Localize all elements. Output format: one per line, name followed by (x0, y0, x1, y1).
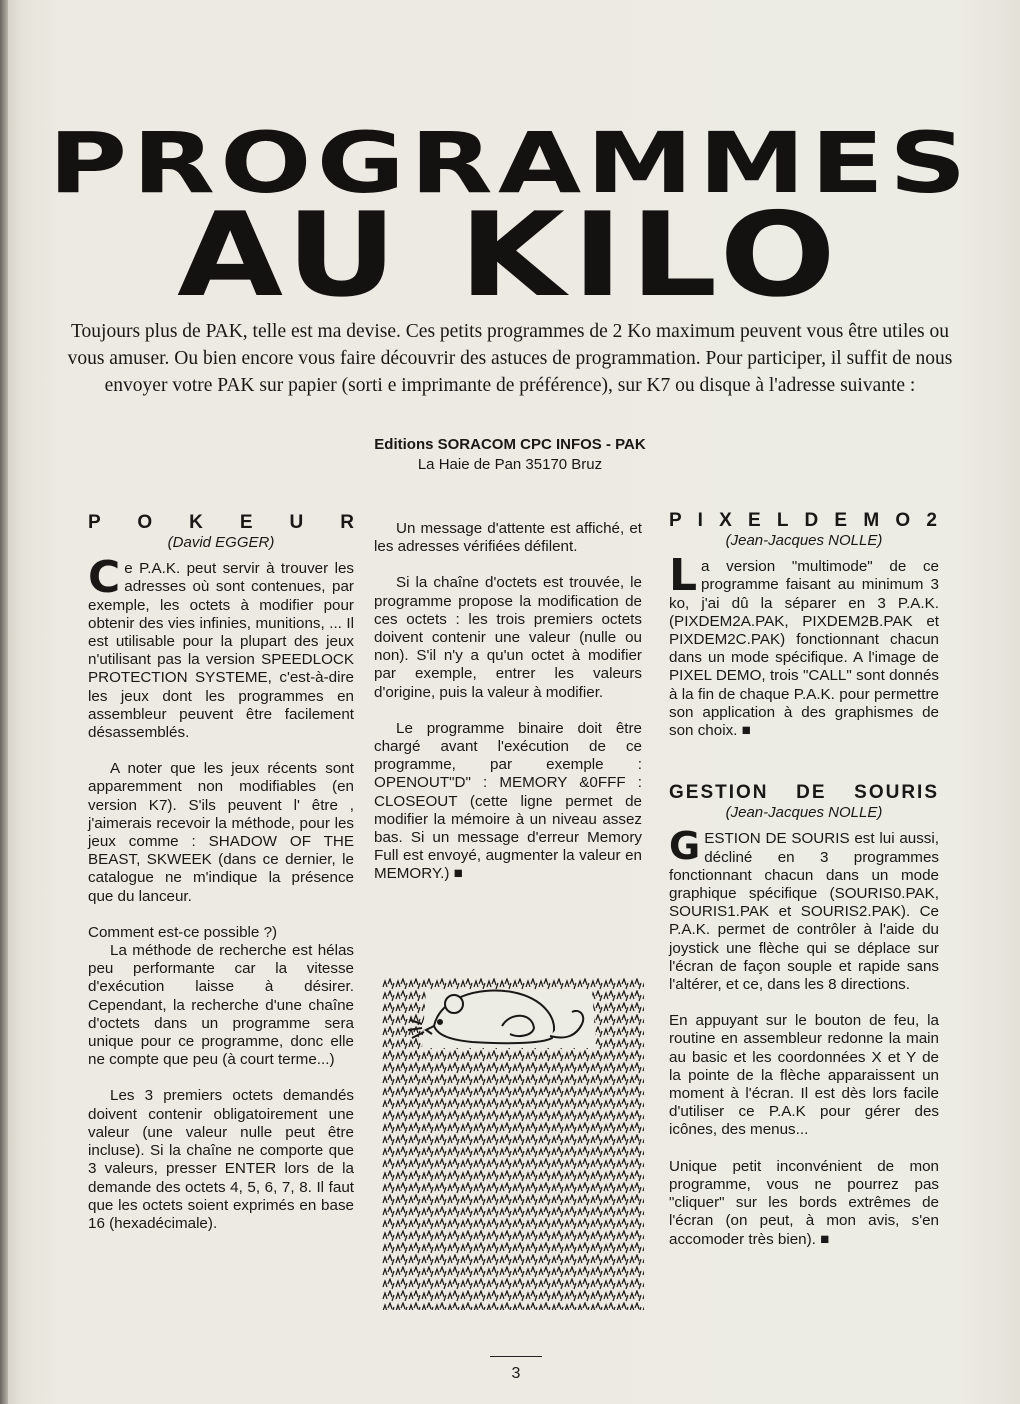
title-line-2: AU KILO (177, 188, 843, 323)
editions-name: Editions SORACOM CPC INFOS - PAK (374, 436, 646, 453)
pokeur-paragraph-7: Le programme binaire doit être chargé avant l'exécution de ce programme, par exemple : OPENOUT"D" : MEMORY &0FFF : CLOSEOUT (cette ligne permet de modifier la mémoire à un niveau assez bas. Si un message d'erreur Memory Full est envoyé, augmenter la valeur en MEMORY.) ■ (374, 719, 642, 883)
pokeur-paragraph-5: Un message d'attente est affiché, et les adresses vérifiées défilent. (374, 520, 642, 556)
mouse-illustration (382, 978, 644, 1310)
pokeur-paragraph-3b: La méthode de recherche est hélas peu performante car la vitesse d'exécution laisse à désirer. Cependant, la recherche d'une chaîne d'octets dans un programme sera unique pour ce programme, donc elle ne compte que peu (à court terme...) (88, 942, 354, 1069)
pokeur-paragraph-6: Si la chaîne d'octets est trouvée, le programme propose la modification de ces octets : les trois premiers octets doivent contenir une valeur (nulle ou non). S'il n'y a qu'un octet à modifier par exemple, entrer les valeurs d'origine, puis la valeur à modifier. (374, 574, 642, 701)
souris-paragraph-1: GESTION DE SOURIS est lui aussi, décliné en 3 programmes fonctionnant chacun dans un mode graphique spécifique (SOURIS0.PAK, SOURIS1.PAK et SOURIS2.PAK). Ce P.A.K. permet de contrôler à l'aide du joystick une flèche qui se déplace sur l'écran de façon souple et rapide sans l'altérer, et ce, dans les 8 directions. (669, 824, 939, 994)
pokeur-paragraph-3a: Comment est-ce possible ?) (88, 923, 278, 941)
pixeldemo-paragraph: La version "multimode" de ce programme faisant au minimum 3 ko, j'ai dû la séparer en 3 P.A.K. (PIXDEM2A.PAK, PIXDEM2B.PAK et PIXDEM2C.PAK) fonctionnant chacun dans un mode spécifique. A l'image de PIXEL DEMO, trois "CALL" sont donnés à la fin de chaque P.A.K. pour permettre son application à des graphismes de son choix. ■ (669, 550, 939, 740)
pokeur-heading: P O K E U R (88, 512, 354, 533)
pokeur-paragraph-2: A noter que les jeux récents sont apparemment non modifiables (en version K7). S'ils peuvent l' être , j'aimerais recevoir la méthode, pour les jeux comme : SHADOW OF THE BEAST, SKWEEK (dans ce dernier, le catalogue ne m'indique la présence que du lanceur. (88, 760, 354, 905)
drop-cap-c: C (88, 552, 121, 604)
editions-address: La Haie de Pan 35170 Bruz (417, 456, 603, 473)
drop-cap-l: L (669, 550, 698, 602)
column-3 (669, 510, 939, 1267)
pokeur-paragraph-1: Ce P.A.K. peut servir à trouver les adresses où sont contenues, par exemple, les octets à modifier pour obtenir des vies infinies, munitions, ... Il est utilisable pour la plupart des jeux n'utilisant pas la version SPEEDLOCK PROTECTION SYSTEME, c'est-à-dire les jeux dont les programmes en assembleur peuvent être facilement désassemblés. (88, 552, 354, 742)
page-number: 3 (490, 1356, 542, 1383)
intro-paragraph: Toujours plus de PAK, telle est ma devise. Ces petits programmes de 2 Ko maximum peuvent vous être utiles ou vous amuser. Ou bien encore vous faire découvrir des astuces de programmation. Pour participer, il suffit de nous envoyer votre PAK sur papier (sorti e imprimante de préférence), sur K7 ou disque à l'adresse suivante : (67, 321, 953, 396)
souris-paragraph-3: Unique petit inconvénient de mon programme, vous ne pourrez pas "cliquer" sur les bords extrêmes de l'écran (on peut, à mon avis, s'en accomoder très bien). ■ (669, 1157, 939, 1248)
column-2 (374, 520, 642, 902)
souris-paragraph-2: En appuyant sur le bouton de feu, la routine en assembleur redonne la main au basic et les coordonnées X et Y de la pointe de la flèche apparaissent un moment à l'écran. Il est dès lors facile d'utiliser ce P.A.K pour gérer des icônes, des menus... (669, 1012, 939, 1139)
pixeldemo-heading: P I X E L D E M O 2 (669, 510, 939, 531)
pixeldemo-author: (Jean-Jacques NOLLE) (725, 532, 883, 549)
pokeur-paragraph-4: Les 3 premiers octets demandés doivent contenir obligatoirement une valeur (une valeur nulle peut être incluse). Si la chaîne ne comporte que 3 valeurs, presser ENTER lors de la demande des octets 4, 5, 6, 7, 8. Il faut que les octets soient exprimés en base 16 (hexadécimale). (88, 1087, 354, 1232)
title-line-1: PROGRAMMES (48, 114, 972, 212)
souris-heading: GESTION DE SOURIS (669, 782, 939, 804)
souris-author: (Jean-Jacques NOLLE) (725, 804, 883, 822)
column-1 (88, 512, 354, 1251)
pokeur-author: (David EGGER) (167, 534, 275, 551)
drop-cap-g: G (669, 824, 701, 869)
